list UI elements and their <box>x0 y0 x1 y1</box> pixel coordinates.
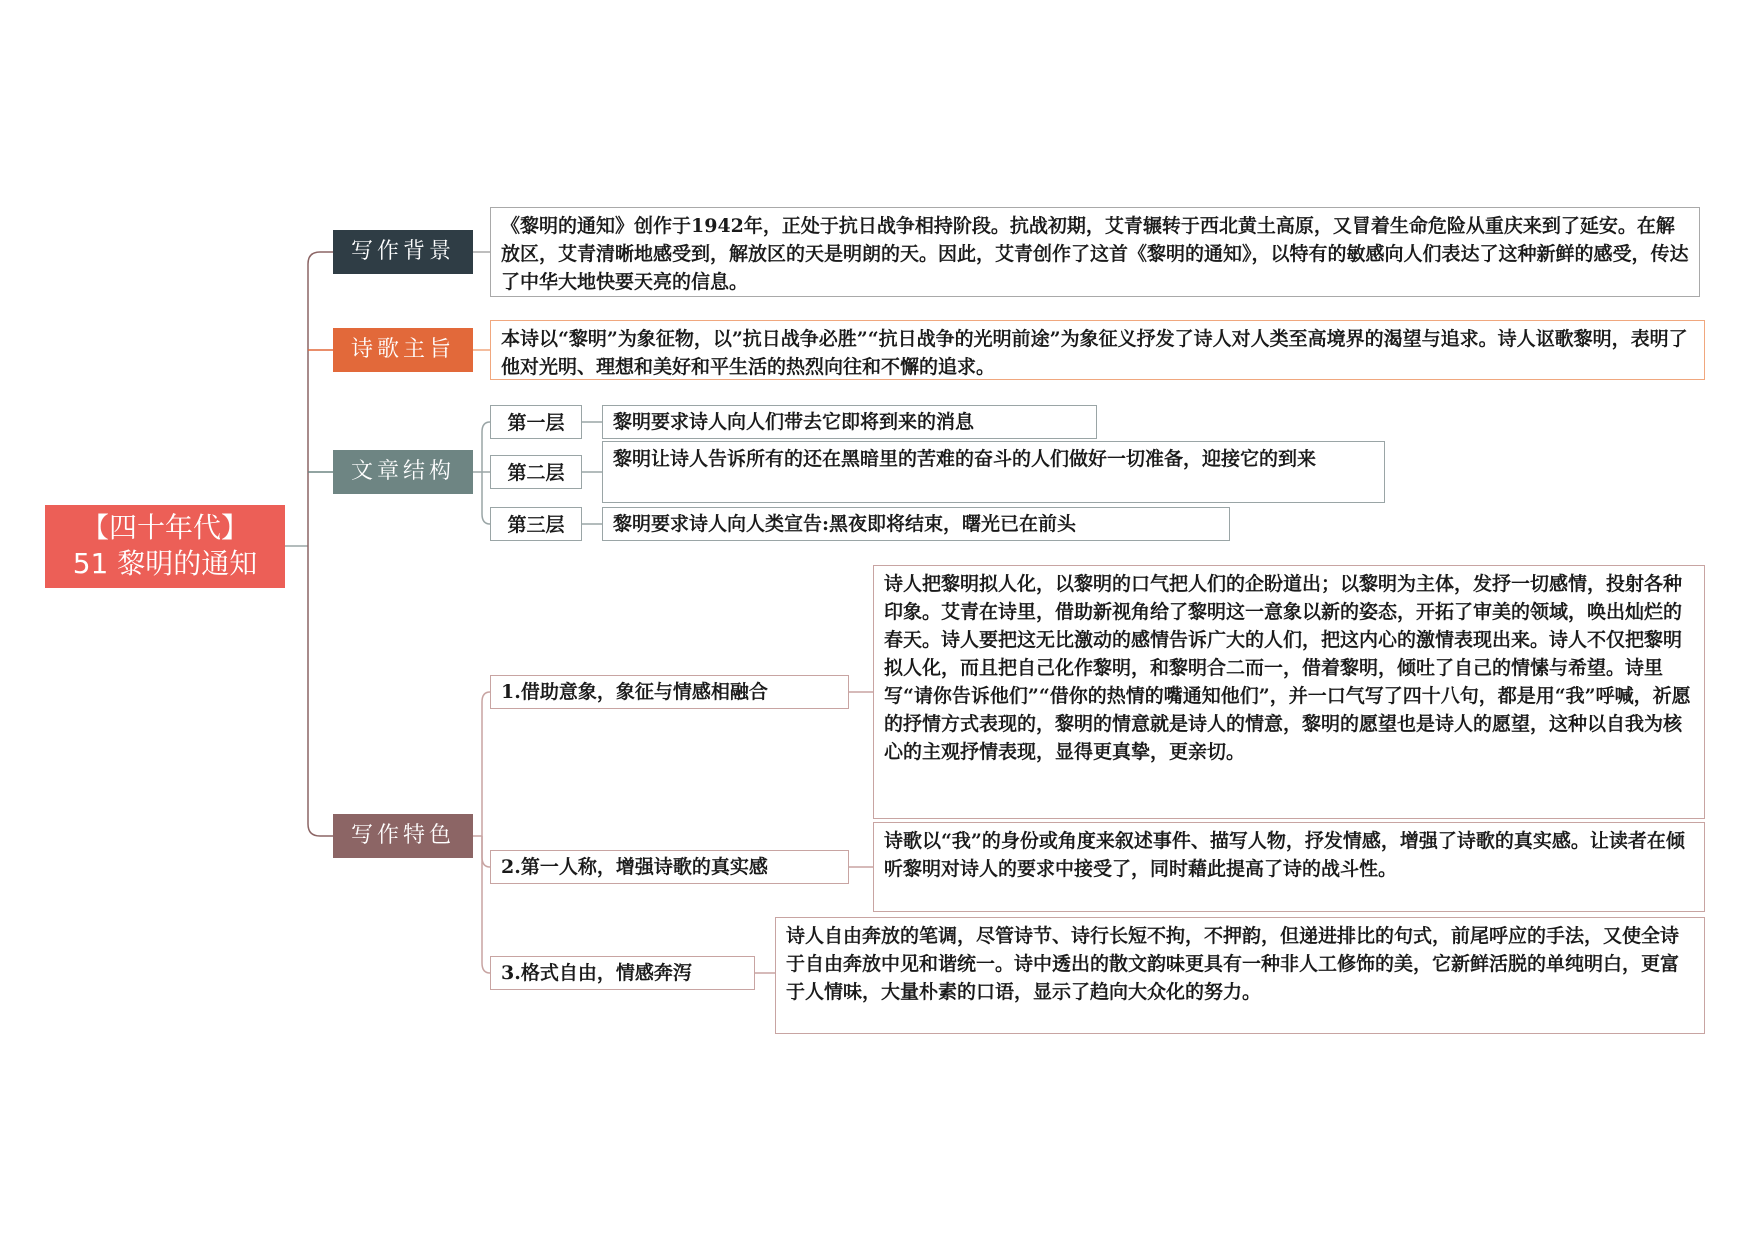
feature-2-text: 诗歌以“我”的身份或角度来叙述事件、描写人物，抒发情感，增强了诗歌的真实感。让读者在倾听黎明对诗人的要求中接受了，同时藉此提高了诗的战斗性。 <box>873 822 1705 912</box>
layer-3-text: 黎明要求诗人向人类宣告:黑夜即将结束，曙光已在前头 <box>602 507 1230 541</box>
branch-writing-background[interactable]: 写作背景 <box>333 230 473 274</box>
poem-theme-text: 本诗以“黎明”为象征物，以”抗日战争必胜”“抗日战争的光明前途”为象征义抒发了诗人对人类至高境界的渴望与追求。诗人讴歌黎明，表明了他对光明、理想和美好和平生活的热烈向往和不懈的追求。 <box>490 320 1705 380</box>
writing-background-text: 《黎明的通知》创作于1942年，正处于抗日战争相持阶段。抗战初期，艾青辗转于西北黄土高原，又冒着生命危险从重庆来到了延安。在解放区，艾青清晰地感受到，解放区的天是明朗的天。因此，艾青创作了这首《黎明的通知》，以特有的敏感向人们表达了这种新鲜的感受，传达了中华大地快要天亮的信息。 <box>490 207 1700 297</box>
layer-1-label[interactable]: 第一层 <box>490 405 582 439</box>
feature-3-text: 诗人自由奔放的笔调，尽管诗节、诗行长短不拘，不押韵，但递进排比的句式，前尾呼应的手法，又使全诗于自由奔放中见和谐统一。诗中透出的散文韵味更具有一种非人工修饰的美，它新鲜活脱的单纯明白，更富于人情味，大量朴素的口语，显示了趋向大众化的努力。 <box>775 917 1705 1034</box>
feature-1-text: 诗人把黎明拟人化，以黎明的口气把人们的企盼道出；以黎明为主体，发抒一切感情，投射各种印象。艾青在诗里，借助新视角给了黎明这一意象以新的姿态，开拓了审美的领域，唤出灿烂的春天。诗人要把这无比激动的感情告诉广大的人们，把这内心的激情表现出来。诗人不仅把黎明拟人化，而且把自己化作黎明，和黎明合二而一，借着黎明，倾吐了自己的情愫与希望。诗里写“请你告诉他们”“借你的热情的嘴通知他们”，并一口气写了四十八句，都是用“我”呼喊，祈愿的抒情方式表现的，黎明的情意就是诗人的情意，黎明的愿望也是诗人的愿望，这种以自我为核心的主观抒情表现，显得更真挚，更亲切。 <box>873 565 1705 819</box>
layer-2-text: 黎明让诗人告诉所有的还在黑暗里的苦难的奋斗的人们做好一切准备，迎接它的到来 <box>602 441 1385 503</box>
feature-1-title[interactable]: 1.借助意象，象征与情感相融合 <box>490 675 849 709</box>
branch-poem-theme[interactable]: 诗歌主旨 <box>333 328 473 372</box>
root-title: 51 黎明的通知 <box>72 547 258 580</box>
layer-1-text: 黎明要求诗人向人们带去它即将到来的消息 <box>602 405 1097 439</box>
branch-article-structure[interactable]: 文章结构 <box>333 450 473 494</box>
root-topic[interactable] <box>45 505 285 588</box>
branch-writing-features[interactable]: 写作特色 <box>333 814 473 858</box>
feature-2-title[interactable]: 2.第一人称，增强诗歌的真实感 <box>490 850 849 884</box>
root-era-label: 【四十年代】 <box>80 511 249 544</box>
layer-3-label[interactable]: 第三层 <box>490 507 582 541</box>
layer-2-label[interactable]: 第二层 <box>490 455 582 489</box>
feature-3-title[interactable]: 3.格式自由，情感奔泻 <box>490 956 755 990</box>
